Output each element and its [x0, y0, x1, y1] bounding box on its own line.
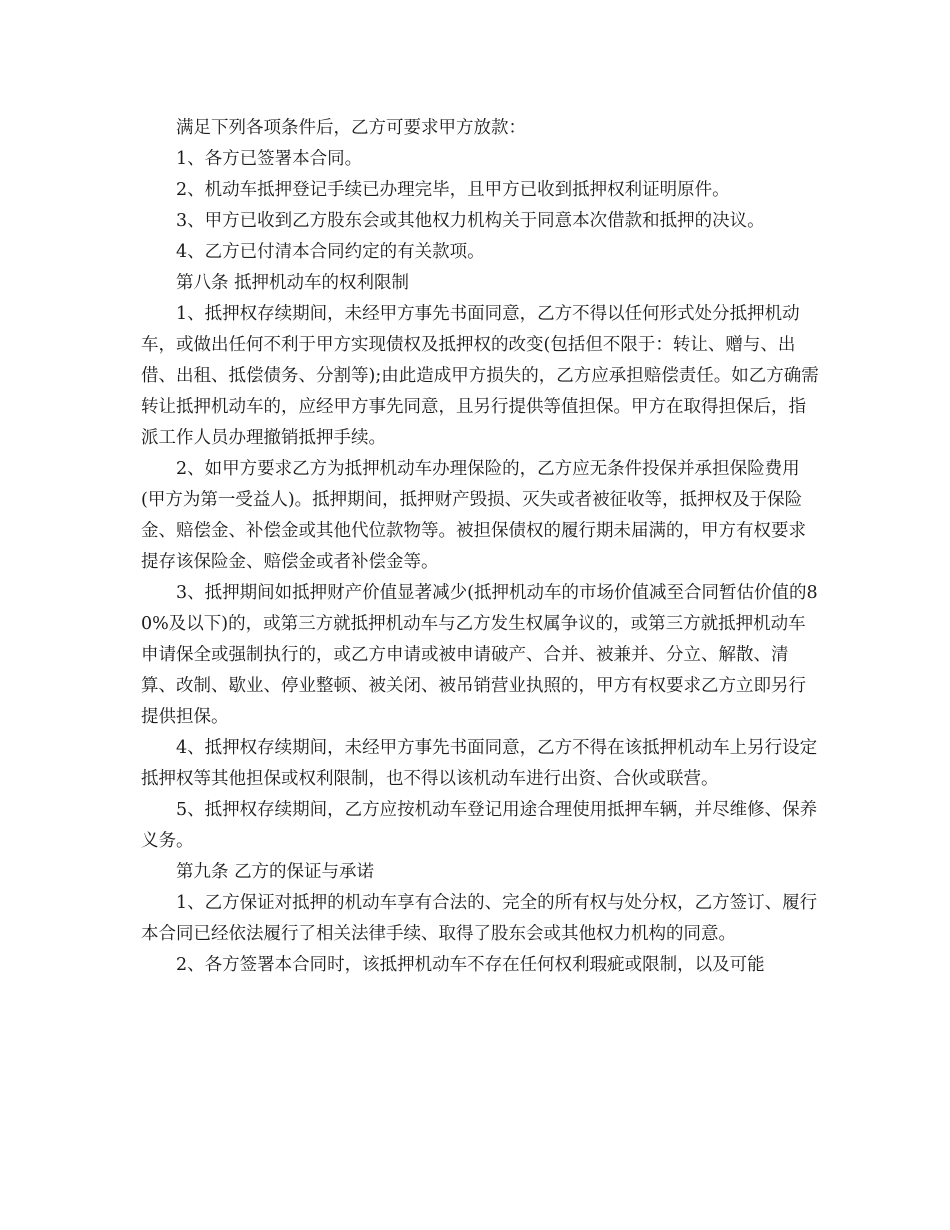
- paragraph-condition-3: 3、甲方已收到乙方股东会或其他权力机构关于同意本次借款和抵押的决议。: [176, 211, 765, 231]
- paragraph-article-9-item-2: 2、各方签署本合同时，该抵押机动车不存在任何权利瑕疵或限制，以及可能: [176, 955, 765, 975]
- paragraph-article-8-item-3: 3、抵押期间如抵押财产价值显著减少(抵押机动车的市场价值减至合同暂估价值的80%及以下)的，或第三方就抵押机动车与乙方发生权属争议的，或第三方就抵押机动车申请保全或强制执行的，或乙方申请或被申请破产、合并、被兼并、分立、解散、清算、改制、歇业、停业整顿、被关闭、被吊销营业执照的，甲方有权要求乙方立即另行提供担保。: [141, 583, 818, 727]
- paragraph-condition-4: 4、乙方已付清本合同约定的有关款项。: [176, 242, 485, 262]
- paragraph-article-8-item-4: 4、抵押权存续期间，未经甲方事先书面同意，乙方不得在该抵押机动车上另行设定抵押权等其他担保或权利限制，也不得以该机动车进行出资、合伙或联营。: [141, 738, 818, 789]
- section-heading-article-8: 第八条 抵押机动车的权利限制: [176, 273, 410, 293]
- paragraph-article-8-item-5: 5、抵押权存续期间，乙方应按机动车登记用途合理使用抵押车辆，并尽维修、保养义务。: [141, 800, 818, 851]
- paragraph-condition-2: 2、机动车抵押登记手续已办理完毕，且甲方已收到抵押权利证明原件。: [176, 180, 730, 200]
- paragraph-article-8-item-1: 1、抵押权存续期间，未经甲方事先书面同意，乙方不得以任何形式处分抵押机动车，或做出任何不利于甲方实现债权及抵押权的改变(包括但不限于：转让、赠与、出借、出租、抵偿债务、分割等);由此造成甲方损失的，乙方应承担赔偿责任。如乙方确需转让抵押机动车的，应经甲方事先同意，且另行提供等值担保。甲方在取得担保后，指派工作人员办理撤销抵押手续。: [141, 304, 819, 448]
- paragraph-article-9-item-1: 1、乙方保证对抵押的机动车享有合法的、完全的所有权与处分权，乙方签订、履行本合同已经依法履行了相关法律手续、取得了股东会或其他权力机构的同意。: [141, 893, 818, 944]
- paragraph-article-8-item-2: 2、如甲方要求乙方为抵押机动车办理保险的，乙方应无条件投保并承担保险费用(甲方为第一受益人)。抵押期间，抵押财产毁损、灭失或者被征收等，抵押权及于保险金、赔偿金、补偿金或其他代位款物等。被担保债权的履行期未届满的，甲方有权要求提存该保险金、赔偿金或者补偿金等。: [141, 459, 806, 572]
- paragraph-condition-1: 1、各方已签署本合同。: [176, 149, 363, 169]
- section-heading-article-9: 第九条 乙方的保证与承诺: [176, 862, 375, 882]
- paragraph-loan-conditions-intro: 满足下列各项条件后，乙方可要求甲方放款：: [176, 118, 526, 138]
- document-body: [141, 113, 821, 981]
